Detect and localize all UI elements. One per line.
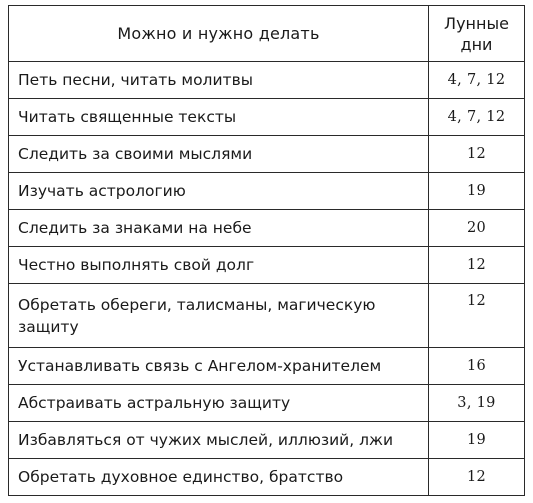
activity-cell: Честно выполнять свой долг	[9, 247, 429, 284]
header-days-line2: дни	[460, 34, 493, 54]
days-cell: 4, 7, 12	[429, 62, 525, 99]
lunar-days-table	[8, 5, 525, 496]
activity-cell: Обретать духовное единство, братство	[9, 459, 429, 496]
days-cell: 20	[429, 210, 525, 247]
table-row	[9, 348, 525, 385]
activity-cell: Изучать астрологию	[9, 173, 429, 210]
table-row	[9, 136, 525, 173]
header-days-line1: Лунные	[444, 13, 509, 33]
table-header-row	[9, 6, 525, 62]
days-cell: 12	[429, 136, 525, 173]
days-cell: 12	[429, 284, 525, 348]
days-cell: 4, 7, 12	[429, 99, 525, 136]
header-lunar-days	[429, 6, 525, 62]
activity-cell: Читать священные тексты	[9, 99, 429, 136]
days-cell: 3, 19	[429, 385, 525, 422]
days-cell: 19	[429, 422, 525, 459]
table-row	[9, 385, 525, 422]
activity-cell: Избавляться от чужих мыслей, иллюзий, лжи	[9, 422, 429, 459]
table-row	[9, 459, 525, 496]
table-row	[9, 62, 525, 99]
table-row	[9, 247, 525, 284]
days-cell: 12	[429, 247, 525, 284]
table-row	[9, 422, 525, 459]
activity-cell: Устанавливать связь с Ангелом-хранителем	[9, 348, 429, 385]
activity-cell: Следить за своими мыслями	[9, 136, 429, 173]
days-cell: 12	[429, 459, 525, 496]
table-row	[9, 284, 525, 348]
days-cell: 19	[429, 173, 525, 210]
days-cell: 16	[429, 348, 525, 385]
activity-cell: Следить за знаками на небе	[9, 210, 429, 247]
activity-cell: Обретать обереги, талисманы, магическую защиту	[9, 284, 429, 348]
table-row	[9, 173, 525, 210]
table-row	[9, 210, 525, 247]
activity-cell: Абстраивать астральную защиту	[9, 385, 429, 422]
activity-cell: Петь песни, читать молитвы	[9, 62, 429, 99]
table-row	[9, 99, 525, 136]
header-activity: Можно и нужно делать	[9, 6, 429, 62]
